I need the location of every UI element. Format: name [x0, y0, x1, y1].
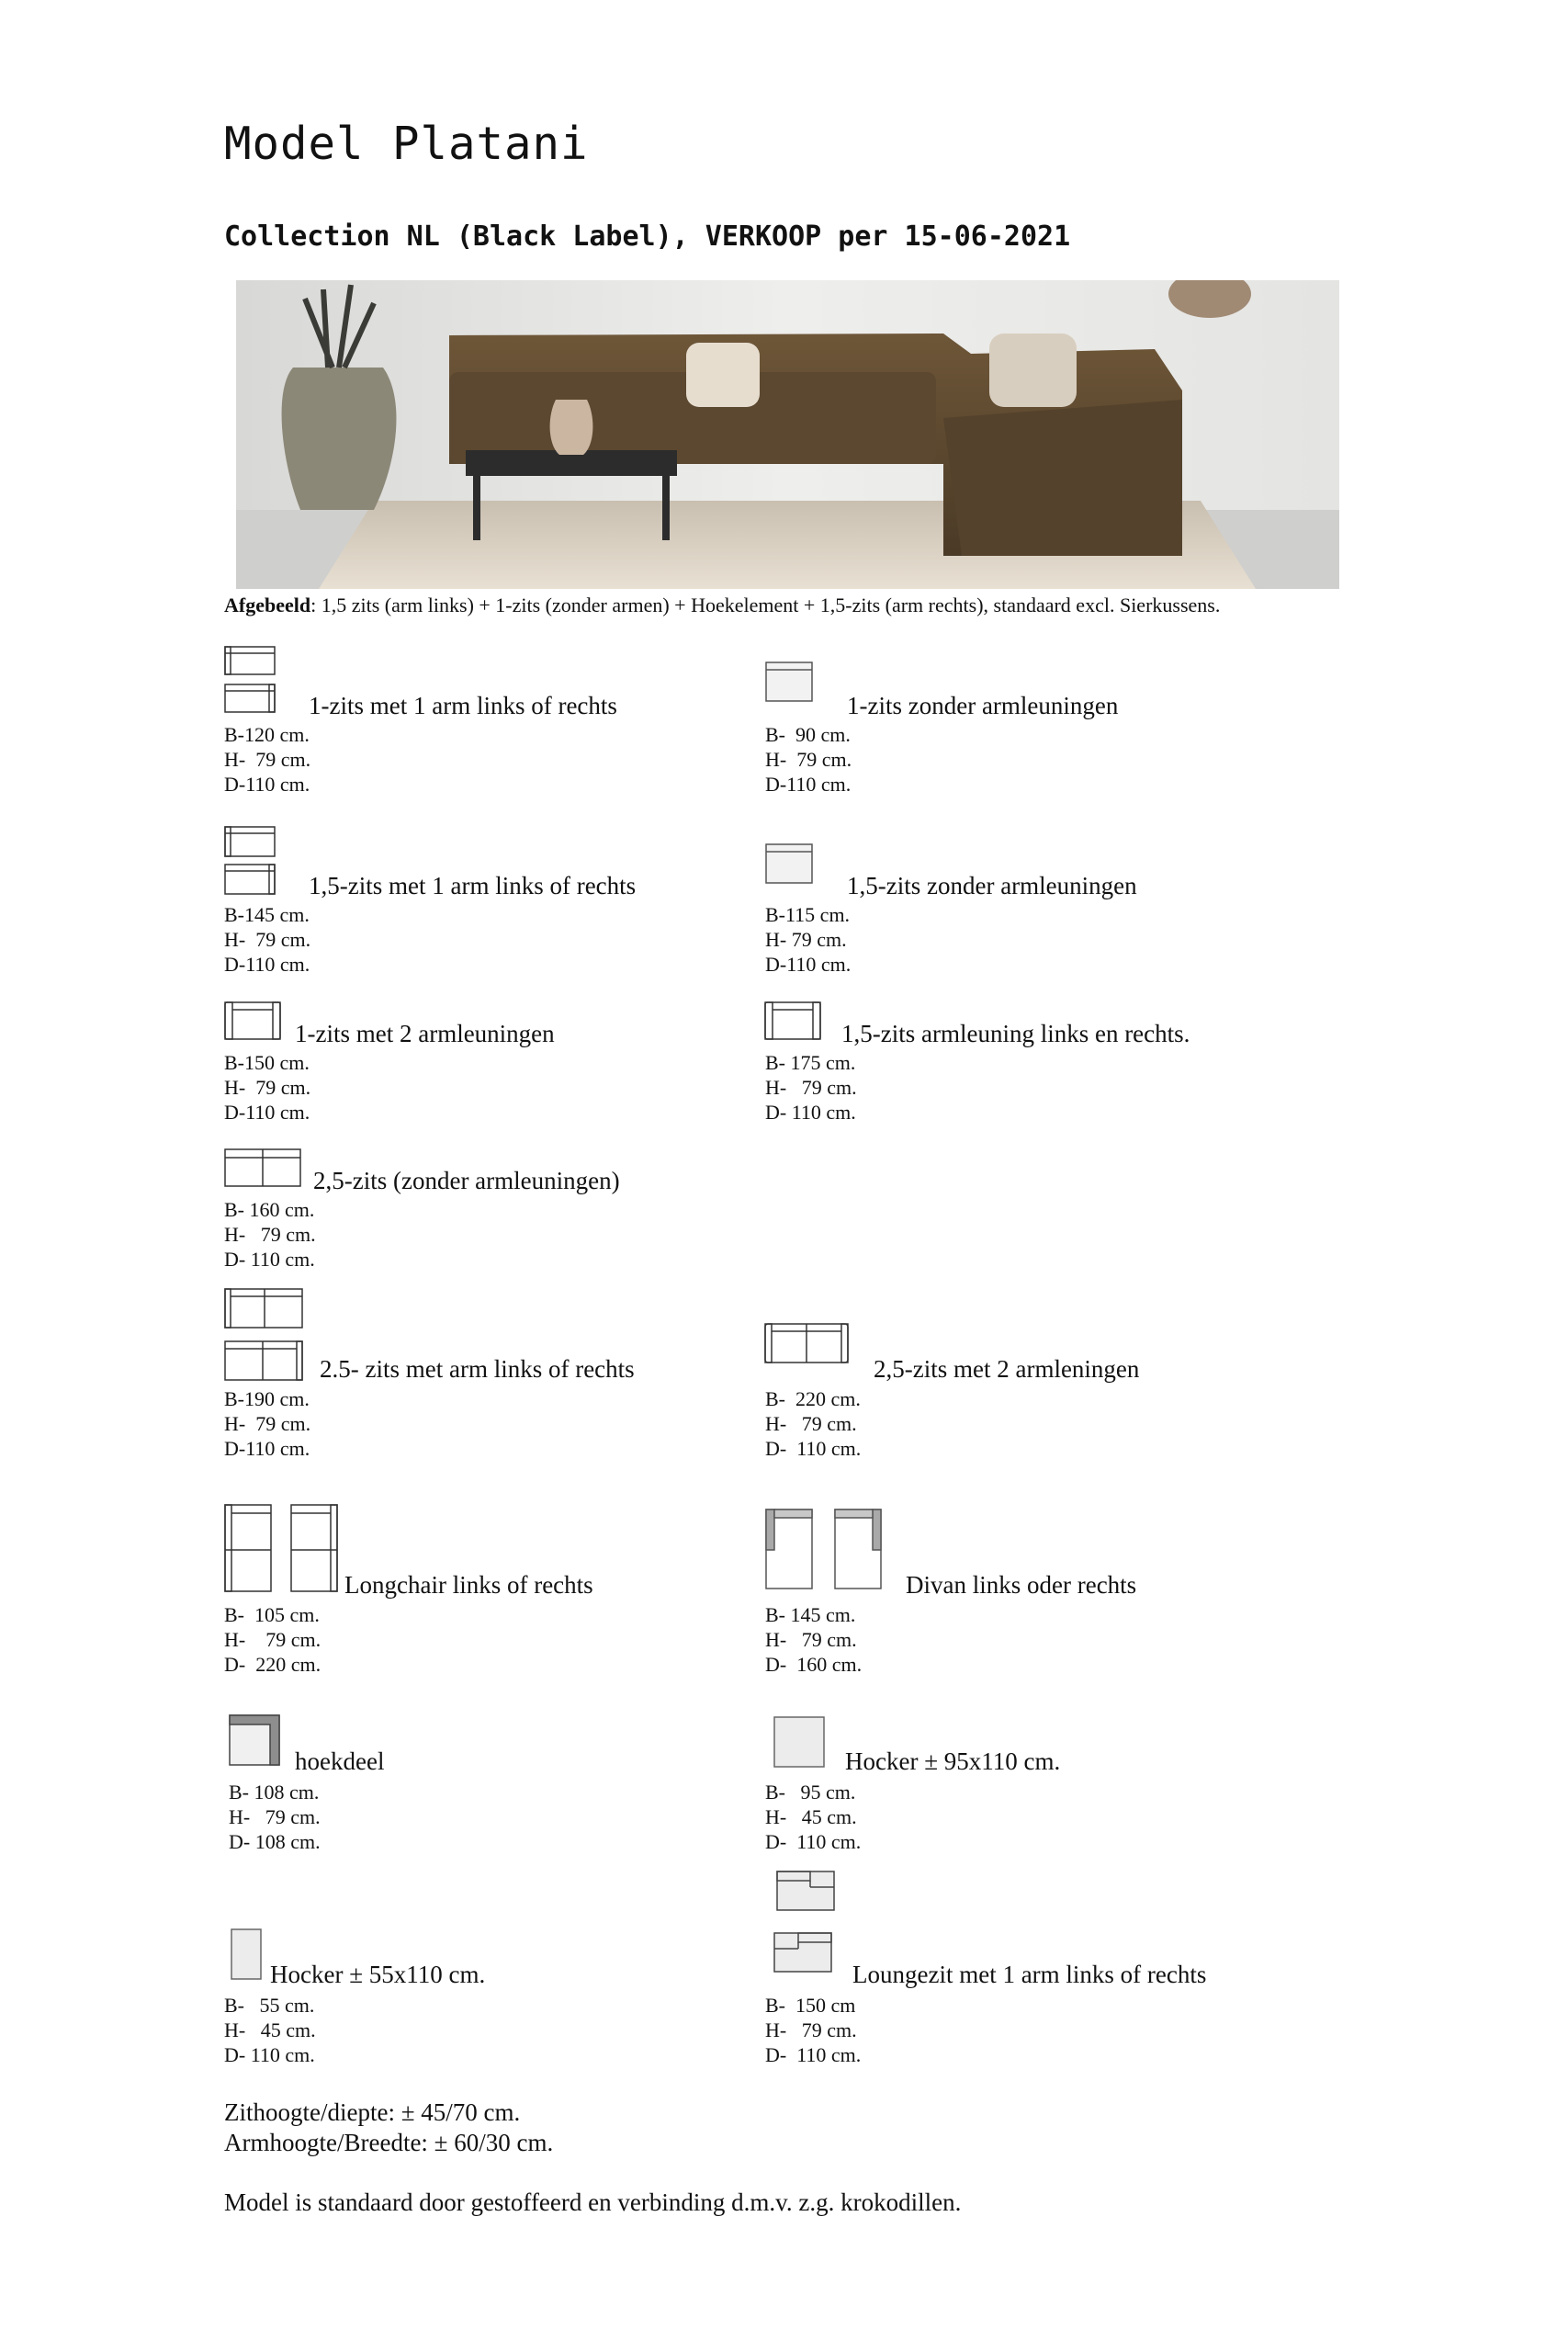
item-dimensions: B- 175 cm. H- 79 cm. D- 110 cm. — [765, 1051, 857, 1124]
item-title: Longchair links of rechts — [344, 1571, 593, 1599]
item-dimensions: B-120 cm. H- 79 cm. D-110 cm. — [224, 723, 311, 796]
sofa-no-arms-icon — [224, 1148, 303, 1189]
item-title: 1-zits met 2 armleuningen — [295, 1020, 555, 1047]
item-title: 1-zits zonder armleuningen — [847, 692, 1119, 719]
item-title: Loungezit met 1 arm links of rechts — [852, 1961, 1207, 1988]
page-title: Model Platani — [224, 118, 589, 170]
item-dimensions: B- 55 cm. H- 45 cm. D- 110 cm. — [224, 1994, 316, 2066]
corner-icon — [229, 1714, 282, 1768]
sofa-one-arm-icon — [224, 1288, 305, 1382]
item-dimensions: B- 160 cm. H- 79 cm. D- 110 cm. — [224, 1198, 316, 1271]
item-dimensions: B- 145 cm. H- 79 cm. D- 160 cm. — [765, 1603, 863, 1676]
arm-height-width: Armhoogte/Breedte: ± 60/30 cm. — [224, 2129, 554, 2156]
seat-one-arm-icon — [224, 826, 277, 896]
item-dimensions: B-145 cm. H- 79 cm. D-110 cm. — [224, 903, 311, 976]
seat-no-arms-icon — [765, 843, 815, 886]
item-dimensions: B- 220 cm. H- 79 cm. D- 110 cm. — [765, 1387, 862, 1460]
seat-height-depth: Zithoogte/diepte: ± 45/70 cm. — [224, 2098, 521, 2126]
divan-icon — [765, 1509, 885, 1591]
longchair-icon — [224, 1504, 340, 1594]
item-title: 2,5-zits (zonder armleuningen) — [313, 1167, 620, 1194]
model-note: Model is standaard door gestoffeerd en verbinding d.m.v. z.g. krokodillen. — [224, 2188, 962, 2216]
item-dimensions: B-190 cm. H- 79 cm. D-110 cm. — [224, 1387, 311, 1460]
item-title: Hocker ± 95x110 cm. — [845, 1747, 1061, 1775]
seat-no-arms-icon — [765, 662, 815, 704]
item-title: 1,5-zits armleuning links en rechts. — [841, 1020, 1190, 1047]
sofa-two-arms-icon — [764, 1323, 851, 1365]
page-subtitle: Collection NL (Black Label), VERKOOP per 15-06-2021 — [224, 220, 1071, 253]
item-title: 1,5-zits met 1 arm links of rechts — [309, 872, 637, 899]
item-dimensions: B-150 cm. H- 79 cm. D-110 cm. — [224, 1051, 311, 1124]
lounge-seat-icon — [773, 1871, 838, 1975]
item-title: 2.5- zits met arm links of rechts — [320, 1355, 635, 1383]
seat-two-arms-icon — [764, 1001, 823, 1042]
item-dimensions: B- 90 cm. H- 79 cm. D-110 cm. — [765, 723, 852, 796]
item-dimensions: B-115 cm. H- 79 cm. D-110 cm. — [765, 903, 852, 976]
product-photo — [236, 280, 1339, 589]
hocker-large-icon — [773, 1716, 827, 1770]
item-title: Divan links oder rechts — [906, 1571, 1137, 1599]
item-title: 1-zits met 1 arm links of rechts — [309, 692, 617, 719]
item-dimensions: B- 105 cm. H- 79 cm. D- 220 cm. — [224, 1603, 321, 1676]
item-dimensions: B- 95 cm. H- 45 cm. D- 110 cm. — [765, 1781, 862, 1853]
item-dimensions: B- 108 cm. H- 79 cm. D- 108 cm. — [229, 1781, 321, 1853]
item-title: 2,5-zits met 2 armleningen — [874, 1355, 1140, 1383]
photo-caption: Afgebeeld: 1,5 zits (arm links) + 1-zits (zonder armen) + Hoekelement + 1,5-zits (arm rechts), standaard excl. Sierkussens. — [224, 594, 1221, 616]
seat-two-arms-icon — [224, 1001, 283, 1042]
hocker-small-icon — [231, 1928, 264, 1982]
item-title: hoekdeel — [295, 1747, 385, 1775]
item-title: 1,5-zits zonder armleuningen — [847, 872, 1137, 899]
item-title: Hocker ± 55x110 cm. — [270, 1961, 486, 1988]
seat-one-arm-icon — [224, 646, 277, 714]
item-dimensions: B- 150 cm H- 79 cm. D- 110 cm. — [765, 1994, 862, 2066]
